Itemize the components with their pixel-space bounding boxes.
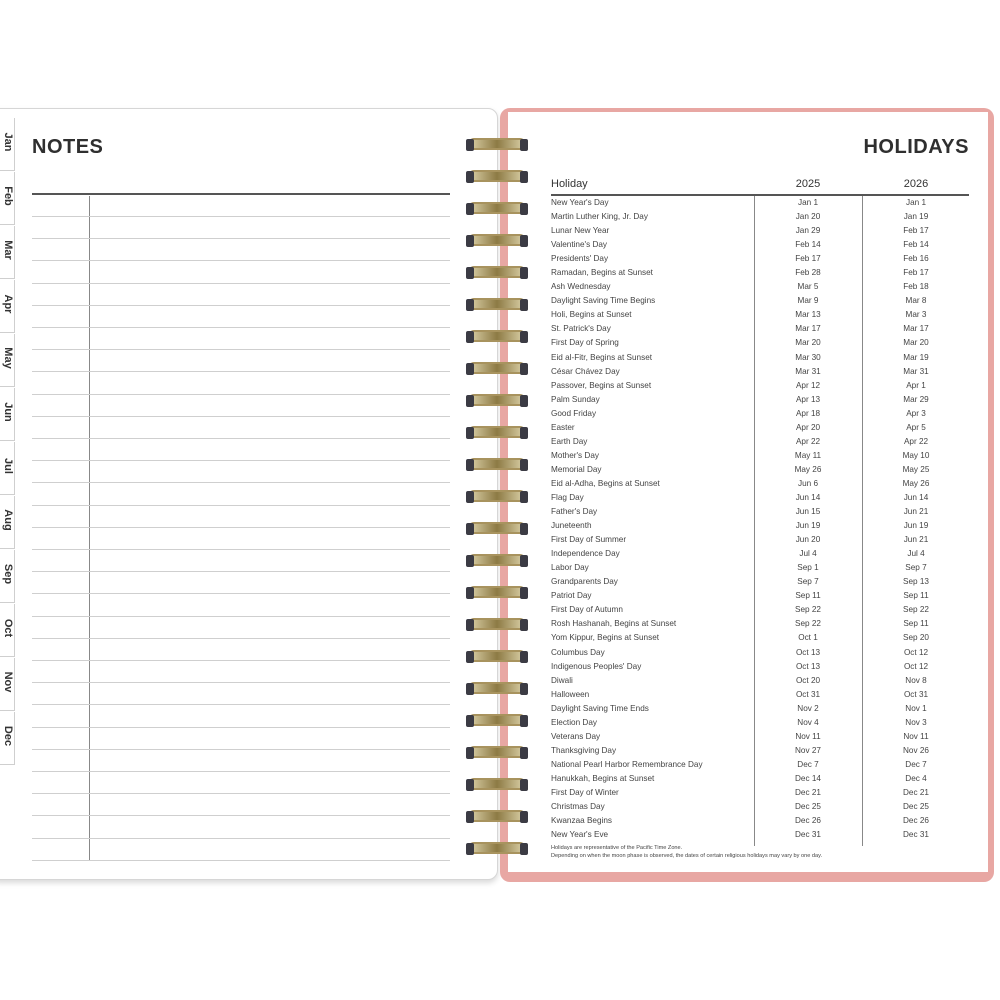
holiday-row [551,464,969,478]
holiday-date-year2: May 25 [902,464,930,474]
note-line [32,238,450,239]
holiday-date-year2: Sep 13 [903,577,929,587]
holiday-date-year1: Jun 15 [795,507,821,517]
holiday-date-year2: Feb 14 [903,240,929,250]
month-tab-label: Feb [2,186,14,206]
holiday-date-year1: Nov 27 [795,745,821,755]
note-line [32,283,450,284]
notes-header-rule [32,193,450,195]
month-tabs [0,118,16,838]
holiday-date-year1: Feb 28 [795,268,821,278]
holiday-name: Father's Day [551,507,598,517]
holiday-row [551,773,969,787]
holiday-row [551,478,969,492]
holiday-date-year2: Sep 22 [903,605,929,615]
holiday-date-year2: Nov 1 [905,703,927,713]
month-tab-label: Jul [2,458,14,474]
spiral-ring [466,650,532,664]
holiday-row [551,281,969,295]
month-tab[interactable] [0,496,15,549]
notes-page [0,108,498,880]
note-line [32,216,450,217]
holiday-column-header: Holiday [551,178,588,190]
holiday-date-year2: Mar 20 [903,338,929,348]
holiday-name: Earth Day [551,436,588,446]
holiday-row [551,576,969,590]
holiday-name: Hanukkah, Begins at Sunset [551,773,655,783]
holiday-name: St. Patrick's Day [551,324,611,334]
note-line [32,549,450,550]
month-tab-label: Jun [2,402,14,422]
holiday-date-year2: Apr 1 [906,380,926,390]
holiday-name: First Day of Summer [551,535,627,545]
holiday-date-year2: Dec 31 [903,830,929,840]
holiday-row [551,352,969,366]
holiday-name: First Day of Winter [551,787,619,797]
holiday-name: Eid al-Adha, Begins at Sunset [551,478,660,488]
spiral-ring [466,330,532,344]
month-tab[interactable] [0,712,15,765]
spiral-ring [466,426,532,440]
holiday-date-year1: Jun 19 [795,521,821,531]
spiral-ring [466,522,532,536]
note-line [32,704,450,705]
spiral-binding [466,138,536,868]
holiday-row [551,632,969,646]
holiday-date-year2: Feb 18 [903,282,929,292]
holiday-date-year2: Mar 3 [905,310,927,320]
holiday-row [551,408,969,422]
year2-column-header: 2026 [903,178,929,190]
holiday-name: Daylight Saving Time Ends [551,703,649,713]
note-line [32,394,450,395]
holiday-name: Ash Wednesday [551,282,611,292]
holiday-row [551,197,969,211]
month-tab[interactable] [0,604,15,657]
holiday-date-year1: Jan 20 [795,212,821,222]
footnote-moon-phase: Depending on when the moon phase is observed, the dates of certain religious holidays may vary by one day. [551,853,823,859]
note-line [32,793,450,794]
month-tab-label: Apr [2,294,14,314]
spiral-ring [466,778,532,792]
holiday-date-year1: Jun 6 [797,478,819,488]
holiday-date-year1: Mar 30 [795,352,821,362]
holiday-date-year1: Apr 12 [795,380,821,390]
holiday-name: Labor Day [551,563,589,573]
holiday-row [551,731,969,745]
holiday-date-year1: Dec 31 [795,830,821,840]
spiral-ring [466,554,532,568]
year1-column-header: 2025 [795,178,821,190]
holiday-date-year2: Nov 26 [903,745,929,755]
holiday-date-year1: Mar 9 [797,296,819,306]
holiday-date-year2: Feb 16 [903,254,929,264]
holiday-name: Christmas Day [551,802,605,812]
holiday-row [551,380,969,394]
holiday-date-year2: Apr 3 [906,408,926,418]
holiday-name: New Year's Day [551,198,609,207]
month-tab[interactable] [0,442,15,495]
note-line [32,638,450,639]
holiday-name: Independence Day [551,549,620,559]
holiday-date-year2: Dec 21 [903,787,929,797]
holiday-date-year2: Nov 3 [905,717,927,727]
month-tab-label: Dec [2,725,14,747]
holiday-date-year1: Oct 13 [795,661,821,671]
holiday-date-year2: Mar 31 [903,366,929,376]
note-line [32,482,450,483]
holiday-name: Presidents' Day [551,254,609,264]
holiday-date-year2: Dec 25 [903,802,929,812]
holiday-name: National Pearl Harbor Remembrance Day [551,759,703,769]
holiday-name: Indigenous Peoples' Day [551,661,642,671]
holiday-row [551,337,969,351]
holiday-name: First Day of Spring [551,338,619,348]
holiday-name: Daylight Saving Time Begins [551,296,656,306]
holiday-row [551,323,969,337]
holiday-date-year1: Dec 21 [795,787,821,797]
holiday-date-year1: Oct 20 [795,675,821,685]
spiral-ring [466,586,532,600]
note-line [32,860,450,861]
holiday-row [551,253,969,267]
holiday-row [551,801,969,815]
holiday-date-year1: Sep 22 [795,619,821,629]
note-line [32,349,450,350]
holiday-row [551,703,969,717]
note-line [32,505,450,506]
notes-title: NOTES [32,136,104,158]
note-line [32,815,450,816]
holiday-date-year1: Sep 22 [795,605,821,615]
month-tab[interactable] [0,280,15,333]
spiral-ring [466,394,532,408]
notes-margin-line [89,196,90,860]
holiday-name: Flag Day [551,492,584,502]
holiday-name: Kwanzaa Begins [551,816,612,826]
holiday-date-year2: Feb 17 [903,268,929,278]
month-tab[interactable] [0,118,15,171]
month-tab[interactable] [0,658,15,711]
note-line [32,371,450,372]
holiday-date-year2: Dec 7 [905,759,927,769]
holiday-row [551,450,969,464]
holiday-date-year2: Jun 14 [903,492,929,502]
note-line [32,438,450,439]
holidays-header-rule [551,194,969,196]
holiday-name: Memorial Day [551,464,602,474]
holiday-row [551,562,969,576]
month-tab-label: Sep [2,563,14,585]
holiday-date-year1: Nov 4 [797,717,819,727]
holiday-row [551,520,969,534]
note-line [32,593,450,594]
holiday-row [551,492,969,506]
holiday-row [551,225,969,239]
holiday-name: Rosh Hashanah, Begins at Sunset [551,619,677,629]
holiday-name: Eid al-Fitr, Begins at Sunset [551,352,653,362]
holiday-date-year1: Apr 22 [795,436,821,446]
holidays-title: HOLIDAYS [863,136,969,158]
holiday-date-year1: Dec 26 [795,816,821,826]
holiday-date-year1: Feb 17 [795,254,821,264]
holiday-date-year2: Mar 8 [905,296,927,306]
holiday-date-year2: Mar 19 [903,352,929,362]
month-tab-label: Jan [2,132,14,152]
spiral-ring [466,682,532,696]
holiday-date-year1: Sep 7 [797,577,819,587]
holiday-name: Valentine's Day [551,240,608,250]
holiday-date-year1: Jun 14 [795,492,821,502]
holiday-row [551,745,969,759]
holiday-row [551,211,969,225]
holiday-date-year2: Mar 17 [903,324,929,334]
note-line [32,305,450,306]
holiday-date-year1: Dec 7 [797,759,819,769]
holiday-name: Veterans Day [551,731,601,741]
holiday-name: Ramadan, Begins at Sunset [551,268,653,278]
holiday-row [551,689,969,703]
holiday-date-year1: Mar 31 [795,366,821,376]
holiday-row [551,422,969,436]
holiday-row [551,309,969,323]
holiday-date-year2: Apr 22 [903,436,929,446]
holiday-date-year1: Oct 1 [798,633,818,643]
note-line [32,727,450,728]
holiday-date-year1: Dec 14 [795,773,821,783]
spiral-ring [466,842,532,856]
holiday-name: César Chávez Day [551,366,620,376]
spiral-ring [466,746,532,760]
holiday-row [551,394,969,408]
holiday-date-year1: Mar 17 [795,324,821,334]
holiday-date-year1: Jan 1 [797,198,819,207]
holiday-row [551,618,969,632]
holiday-date-year2: Feb 17 [903,226,929,236]
holiday-date-year2: Sep 11 [903,591,929,601]
note-line [32,460,450,461]
holiday-date-year2: Sep 7 [905,563,927,573]
holiday-date-year2: May 26 [902,478,930,488]
holidays-table-header [551,176,969,194]
holiday-row [551,661,969,675]
holiday-date-year1: Oct 31 [795,689,821,699]
spiral-ring [466,298,532,312]
note-line [32,527,450,528]
note-line [32,771,450,772]
holiday-date-year1: Feb 14 [795,240,821,250]
holiday-date-year1: Nov 2 [797,703,819,713]
holiday-date-year1: Mar 13 [795,310,821,320]
holiday-row [551,267,969,281]
holiday-date-year1: May 26 [794,464,822,474]
holiday-date-year1: Mar 5 [797,282,819,292]
month-tab[interactable] [0,334,15,387]
holiday-date-year2: Dec 4 [905,773,927,783]
holiday-date-year2: Jun 19 [903,521,929,531]
note-line [32,838,450,839]
holiday-date-year1: Sep 1 [797,563,819,573]
holiday-date-year2: Oct 12 [903,647,929,657]
spiral-ring [466,714,532,728]
holiday-date-year2: Jan 19 [903,212,929,222]
holiday-name: First Day of Autumn [551,605,623,615]
note-line [32,260,450,261]
holiday-name: Passover, Begins at Sunset [551,380,652,390]
holiday-date-year2: Jan 1 [905,198,927,207]
holiday-row [551,436,969,450]
holiday-row [551,590,969,604]
holiday-row [551,675,969,689]
note-line [32,616,450,617]
holiday-date-year2: Nov 11 [903,731,929,741]
holiday-date-year2: Jun 21 [903,507,929,517]
spiral-ring [466,234,532,248]
month-tab-label: Mar [2,240,14,260]
holiday-name: Grandparents Day [551,577,618,587]
holiday-name: Election Day [551,717,597,727]
holiday-name: Holi, Begins at Sunset [551,310,632,320]
holiday-date-year2: Dec 26 [903,816,929,826]
holiday-name: Thanksgiving Day [551,745,617,755]
holiday-name: Palm Sunday [551,394,600,404]
holiday-date-year2: Sep 11 [903,619,929,629]
holiday-row [551,548,969,562]
month-tab[interactable] [0,172,15,225]
holiday-name: Diwali [551,675,573,685]
spiral-ring [466,202,532,216]
holiday-date-year2: Apr 5 [906,422,926,432]
holiday-date-year2: Sep 20 [903,633,929,643]
holiday-row [551,604,969,618]
holiday-row [551,295,969,309]
note-line [32,660,450,661]
spiral-ring [466,266,532,280]
month-tab-label: Aug [2,509,14,531]
footnote-timezone: Holidays are representative of the Pacific Time Zone. [551,845,683,851]
holiday-date-year2: Nov 8 [905,675,927,685]
holiday-name: Patriot Day [551,591,592,601]
holiday-date-year1: Sep 11 [795,591,821,601]
holiday-date-year1: Apr 13 [795,394,821,404]
holiday-date-year2: Jun 21 [903,535,929,545]
holiday-name: Easter [551,422,575,432]
holiday-date-year1: Apr 18 [795,408,821,418]
holidays-table [551,176,969,840]
note-line [32,416,450,417]
holiday-date-year2: Oct 12 [903,661,929,671]
holiday-name: Halloween [551,689,590,699]
holiday-row [551,506,969,520]
holiday-name: Lunar New Year [551,226,610,236]
holiday-date-year2: Jul 4 [907,549,925,559]
spiral-ring [466,810,532,824]
holiday-date-year2: Oct 31 [903,689,929,699]
holiday-date-year1: Jan 29 [795,226,821,236]
holiday-row [551,647,969,661]
month-tab-label: Oct [2,618,14,638]
note-line [32,749,450,750]
holiday-name: Good Friday [551,408,597,418]
note-line [32,682,450,683]
spiral-ring [466,138,532,152]
holiday-name: Juneteenth [551,521,592,531]
holidays-rows [551,197,969,843]
note-line [32,571,450,572]
holiday-name: Yom Kippur, Begins at Sunset [551,633,660,643]
holiday-row [551,829,969,843]
holiday-name: Columbus Day [551,647,605,657]
month-tab[interactable] [0,550,15,603]
holiday-date-year1: Nov 11 [795,731,821,741]
holiday-row [551,239,969,253]
month-tab-label: May [2,347,14,369]
holiday-row [551,717,969,731]
holiday-date-year1: Mar 20 [795,338,821,348]
holiday-row [551,759,969,773]
holiday-date-year2: Mar 29 [903,394,929,404]
spiral-ring [466,170,532,184]
holiday-date-year1: Apr 20 [795,422,821,432]
holiday-date-year1: Jun 20 [795,535,821,545]
holiday-row [551,787,969,801]
spiral-ring [466,362,532,376]
spiral-ring [466,490,532,504]
holiday-row [551,366,969,380]
month-tab[interactable] [0,226,15,279]
holiday-date-year1: Dec 25 [795,802,821,812]
holiday-row [551,534,969,548]
spiral-ring [466,618,532,632]
holiday-name: Mother's Day [551,450,599,460]
month-tab[interactable] [0,388,15,441]
spiral-ring [466,458,532,472]
holiday-date-year1: Oct 13 [795,647,821,657]
holiday-name: Martin Luther King, Jr. Day [551,212,648,222]
holiday-name: New Year's Eve [551,830,609,840]
month-tab-label: Nov [2,671,14,693]
holiday-date-year1: Jul 4 [799,549,817,559]
note-line [32,327,450,328]
holiday-date-year2: May 10 [902,450,930,460]
holiday-row [551,815,969,829]
holiday-date-year1: May 11 [794,450,822,460]
